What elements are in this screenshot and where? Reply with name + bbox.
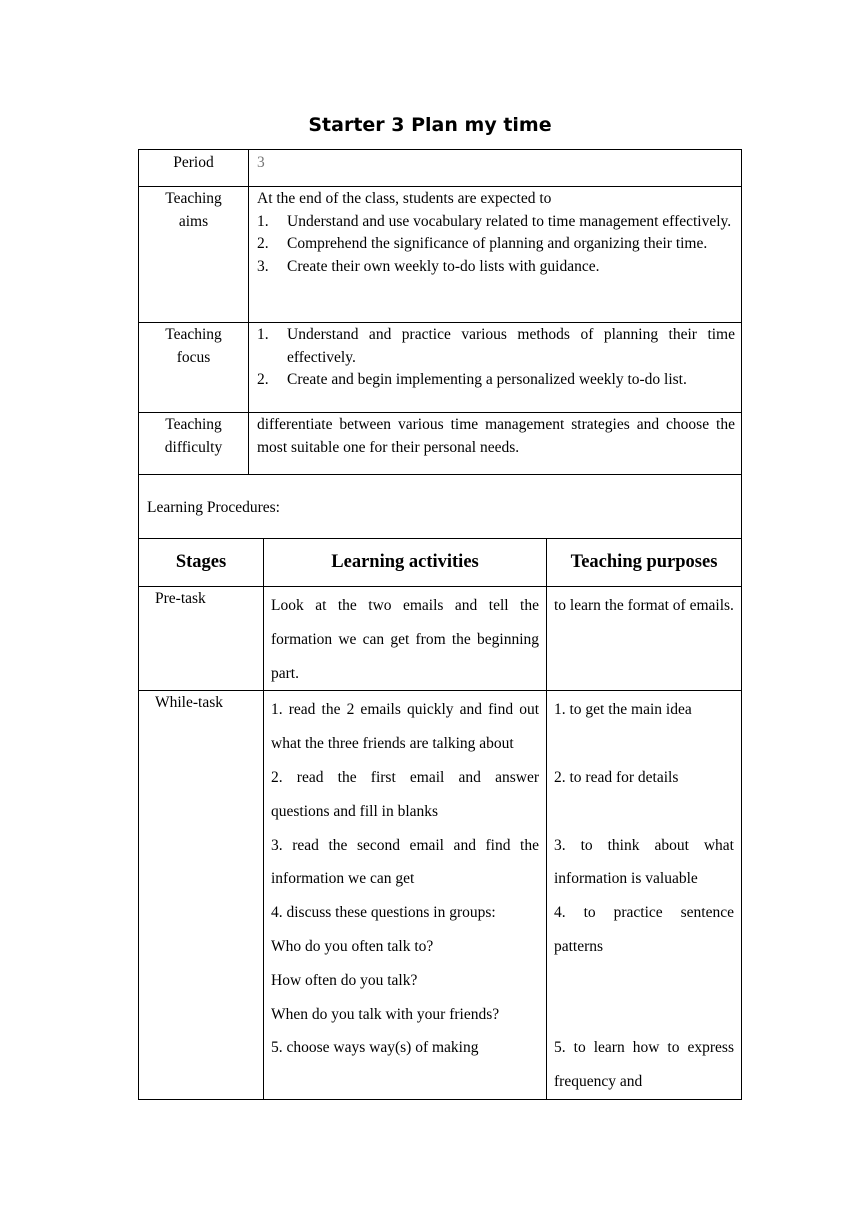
table-row [139, 587, 742, 691]
activity-pretask: Look at the two emails and tell the formation we can get from the beginning part. [264, 587, 547, 691]
activity-item: How often do you talk? [271, 971, 418, 989]
activity-item: 1. read the 2 emails quickly and find out what the three friends are talking about [271, 701, 539, 753]
aims-content [249, 187, 742, 323]
activity-item: 3. read the second email and find the information we can get [271, 836, 539, 888]
header-activities: Learning activities [264, 539, 547, 587]
procedures-row [139, 475, 742, 539]
stage-whiletask: While-task [139, 691, 264, 1100]
period-row [139, 150, 742, 187]
period-label: Period [139, 150, 249, 187]
table-row [139, 691, 742, 1100]
aims-row [139, 187, 742, 323]
aims-intro: At the end of the class, students are expected to [257, 190, 552, 207]
activity-item: Who do you often talk to? [271, 937, 434, 955]
procedures-table [138, 538, 742, 1100]
purpose-item: 1. to get the main idea [554, 701, 692, 719]
focus-content [249, 323, 742, 413]
purpose-item: 3. to think about what information is valuable [554, 836, 734, 888]
list-item: 1. Understand and practice various methods of planning their time effectively. [257, 326, 735, 366]
header-row [139, 539, 742, 587]
purpose-item: 2. to read for details [554, 768, 679, 786]
list-item: 2. Create and begin implementing a personalized weekly to-do list. [257, 371, 687, 388]
purpose-pretask: to learn the format of emails. [547, 587, 742, 691]
focus-list [257, 324, 735, 392]
purposes-whiletask [547, 691, 742, 1100]
aims-label: Teaching aims [139, 187, 249, 323]
activities-whiletask [264, 691, 547, 1100]
difficulty-row [139, 413, 742, 475]
period-value: 3 [249, 150, 742, 187]
procedures-label: Learning Procedures: [139, 475, 742, 539]
activity-item: 5. choose ways way(s) of making [271, 1039, 479, 1057]
activity-item: When do you talk with your friends? [271, 1005, 500, 1023]
focus-row [139, 323, 742, 413]
aims-list [257, 211, 735, 279]
list-item: 2. Comprehend the significance of planning and organizing their time. [257, 235, 708, 252]
activity-item: 4. discuss these questions in groups: [271, 904, 496, 922]
purpose-item: 5. to learn how to express frequency and [554, 1039, 734, 1091]
stage-pretask: Pre-task [139, 587, 264, 691]
list-item: 3. Create their own weekly to-do lists with guidance. [257, 257, 600, 275]
purpose-item: 4. to practice sentence patterns [554, 904, 734, 955]
difficulty-content: differentiate between various time management strategies and choose the most suitable one for their personal needs. [249, 413, 742, 475]
difficulty-label: Teaching difficulty [139, 413, 249, 475]
list-item: 1. Understand and use vocabulary related to time management effectively. [257, 212, 732, 230]
focus-label: Teaching focus [139, 323, 249, 413]
document-title: Starter 3 Plan my time [308, 114, 552, 136]
activity-item: 2. read the first email and answer questions and fill in blanks [271, 768, 539, 820]
header-stages: Stages [139, 539, 264, 587]
lesson-info-table [138, 149, 742, 539]
header-purposes: Teaching purposes [547, 539, 742, 587]
